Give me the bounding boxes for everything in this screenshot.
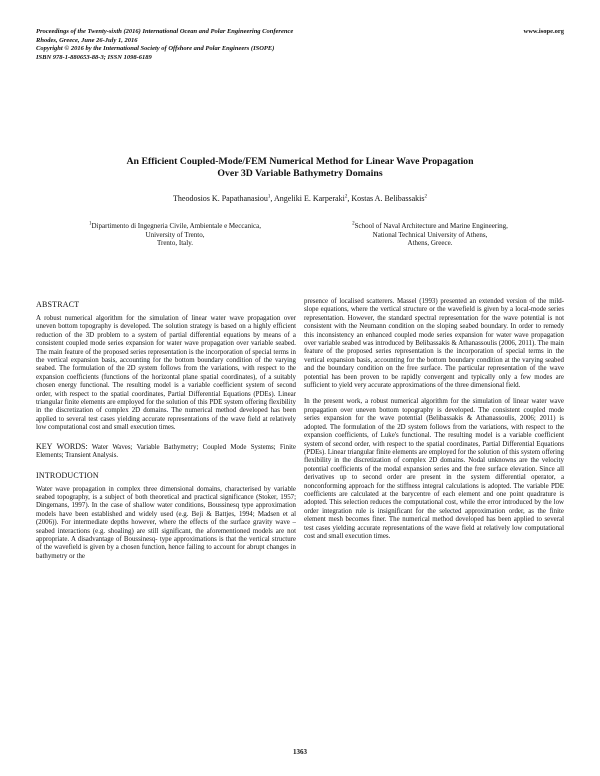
introduction-heading: INTRODUCTION <box>36 470 99 480</box>
affiliation-line: National Technical University of Athens, <box>372 230 488 239</box>
author-name: Theodosios K. Papathanasiou <box>173 194 268 203</box>
title-line: An Efficient Coupled-Mode/FEM Numerical Method for Linear Wave Propagation <box>126 156 474 167</box>
affiliation-1 <box>60 222 290 248</box>
website-link[interactable]: www.isope.org <box>523 28 564 35</box>
introduction-paragraph-continued: presence of localised scatterers. Massel (1993) presented an extended version of the mild-slope equations, where the vertical structure or the wavefield is given by a local-mode series representation. However, the standard spectral representation for the wave potential is not consistent with the Neumann condition on the sloping seabed boundary. In order to remedy this inconsistency an enhanced coupled mode series expansion for water wave propagation over variable seabed was introduced by Belibassakis & Athanassoulis (2006, 2011). The main feature of the proposed series representation is the incorporation of special terms in the vertical expansion basis, accounting for the bottom boundary condition at the varying seabed and the boundary condition on the free surface. The particular representation of the wave potential has been proven to be rapidly convergent and typically only a few modes are sufficient to yield very accurate approximations of the three dimensional field. <box>304 298 564 390</box>
header-line: Proceedings of the Twenty-sixth (2016) International Ocean and Polar Engineering Conference <box>36 28 294 35</box>
author-name: Angeliki E. Karperaki <box>273 194 345 203</box>
page-number: 1363 <box>293 748 307 756</box>
keywords-text: Water Waves; Variable Bathymetry; Coupled Mode Systems; Finite Elements; Transient Analysis. <box>36 443 296 460</box>
affiliation-mark: 1 <box>89 221 92 227</box>
header-line: ISBN 978-1-880653-88-3; ISSN 1098-6189 <box>36 53 152 61</box>
author-affiliation-mark: 2 <box>424 194 427 200</box>
author-name: Kostas A. Belibassakis <box>351 194 425 203</box>
author-separator: , <box>347 194 352 203</box>
author-affiliation-mark: 1 <box>267 194 271 200</box>
title-line: Over 3D Variable Bathymetry Domains <box>217 168 383 179</box>
affiliation-line: Trento, Italy. <box>156 239 194 248</box>
header-line: Copyright © 2016 by the International Society of Offshore and Polar Engineers (ISOPE) <box>36 45 275 53</box>
keywords-label: KEY WORDS: <box>36 441 88 451</box>
introduction-paragraph: Water wave propagation in complex three dimensional domains, characterised by variable seabed topography, is a subject of both theoretical and practical significance (Stoker, 1957; Dingemans, 1997). In the case of shallow water conditions, Boussinesq type approximation models have been established and widely used (e.g. Beji & Battjes, 1994; Madsen et al (2006)). For intermediate depths however, where the effects of the surface gravity wave – seabed interactions (e.g. shoaling) are still significant, the aforementioned models are not appropriate. A disadvantage of Boussinesq- type approximations is that the vertical structure of the wavefield is given by a chosen function, hence failing to account for abrupt changes in bathymetry or the <box>36 485 296 560</box>
affiliation-line: University of Trento, <box>145 230 205 239</box>
author-affiliation-mark: 2 <box>344 194 348 200</box>
left-column <box>36 300 296 569</box>
abstract-text: A robust numerical algorithm for the simulation of linear water wave propagation over uneven bottom topography is developed. The solution strategy is based on a highly efficient reduction of the 3D problem to a system of partial differential equations by means of a consistent coupled mode series expansion for water wave propagation over variable seabed. The main feature of the proposed series representation is the incorporation of special terms in the vertical expansion basis, accounting for the bottom boundary condition of the varying seabed. The formulation of the 2D system follows from the variations, with respect to the expansion coefficients (functions of the horizontal plane spatial coordinates), of a suitably chosen energy functional. The resulting model is a variable coefficient system of second order, with respect to the spatial coordinates, Partial Differential Equations (PDEs). Linear triangular finite elements are employed for the solution of this PDE system offering flexibility in the discretization of complex 2D domains. The numerical method developed has been applied to several test cases yielding accurate representations of the wave field at relatively low computational cost and small execution times. <box>36 315 296 432</box>
abstract-heading: ABSTRACT <box>36 300 80 309</box>
affiliation-2 <box>310 222 550 248</box>
affiliation-mark: 2 <box>352 221 355 227</box>
affiliation-line: Dipartimento di Ingegneria Civile, Ambientale e Meccanica, <box>91 222 261 230</box>
keywords <box>36 443 296 461</box>
conference-header <box>36 28 476 62</box>
author-list <box>36 194 564 203</box>
author-separator: , <box>270 194 274 203</box>
introduction-paragraph: In the present work, a robust numerical algorithm for the simulation of linear water wave propagation over uneven bottom topography is developed. The consistent coupled mode series expansion for the wave potential (Belibassakis & Athanassoulis, 2006; 2011) is adopted. The formulation of the 2D system follows from the variations, with respect to the expansion coefficients, of Luke's functional. The resulting model is a variable coefficient system of second order, with respect to the spatial coordinates, Partial Differential Equations (PDEs). Linear triangular finite elements are employed for the solution of this system offering flexibility in the discretization of complex 2D domains. Nodal unknowns are the velocity potential coefficients of the modal expansion series and the free surface elevation. Since all derivatives up to second order are present in the system differential operator, a nonconforming approach for the stiffness integral calculations is adopted. The variable PDE coefficients are calculated at the barycentre of each element and one point quadrature is adopted. This selection reduces the computational cost, while the error introduced by the low order integration rule is insignificant for the selected approximation order, as the finite element mesh becomes finer. The numerical method developed has been applied to several test cases yielding accurate representations of the wave field at relatively low computational cost and small execution times. <box>304 398 564 540</box>
paper-title <box>36 156 564 180</box>
affiliation-line: School of Naval Architecture and Marine Engineering, <box>354 222 508 230</box>
affiliation-line: Athens, Greece. <box>407 239 453 248</box>
right-column <box>304 298 564 549</box>
header-line: Rhodes, Greece, June 26-July 1, 2016 <box>36 36 138 44</box>
